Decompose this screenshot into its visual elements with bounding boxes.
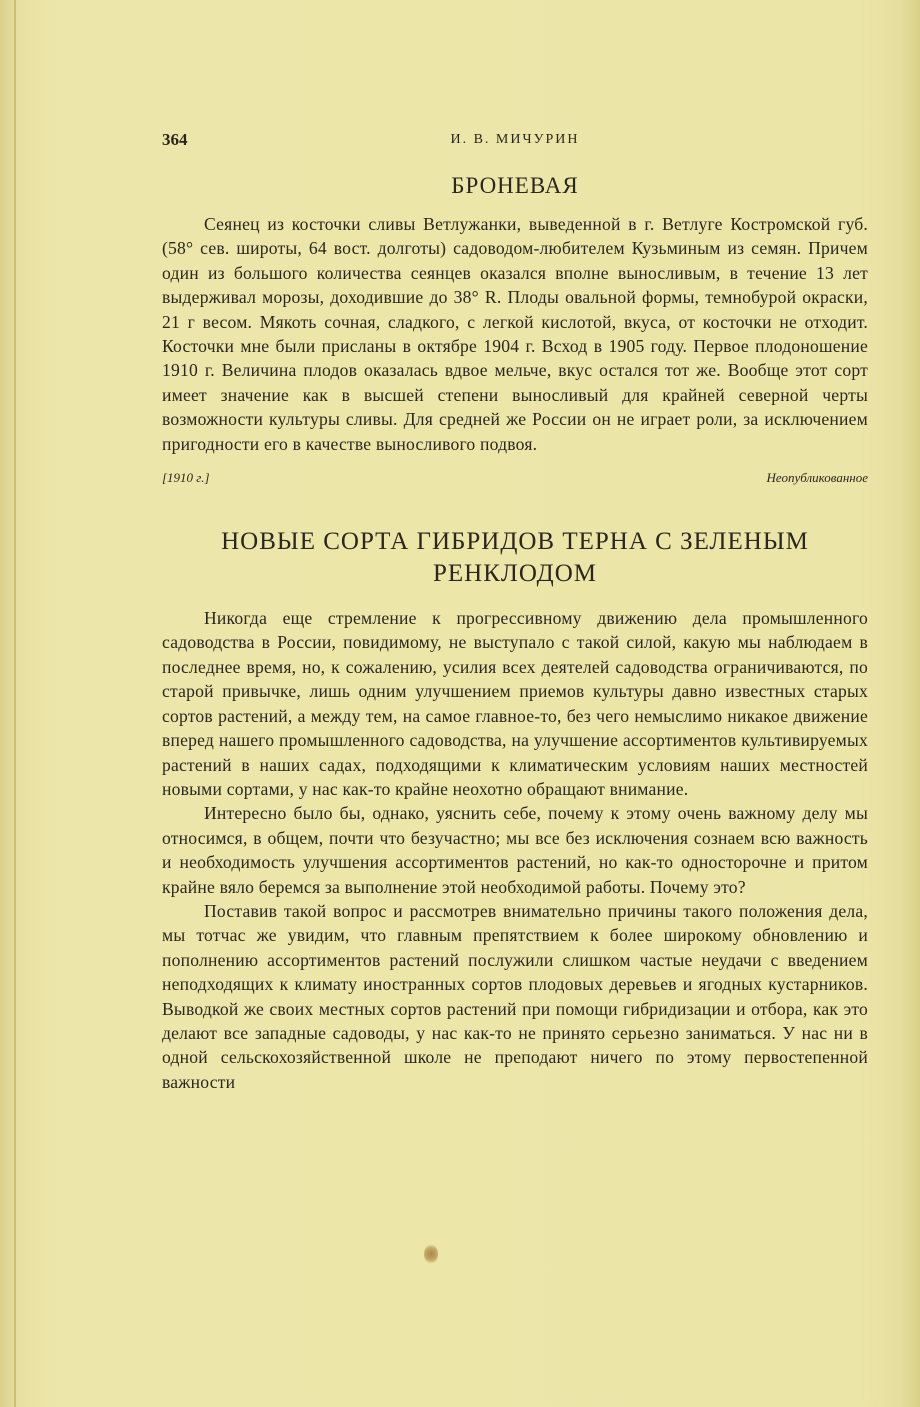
article1-signature <box>162 470 868 486</box>
page-number: 364 <box>162 130 188 149</box>
running-head-author: И. В. МИЧУРИН <box>450 132 580 147</box>
ink-smudge <box>424 1244 438 1264</box>
article1-paragraph: Сеянец из косточки сливы Ветлужанки, выведенной в г. Ветлуге Костромской губ. (58° сев. широты, 64 вост. долготы) садоводом-любителем Кузьминым из семян. Причем один из большого количества сеянцев оказался вполне выносливым, в течение 13 лет выдерживал морозы, доходившие до 38° R. Плоды овальной формы, темнобурой окраски, 21 г весом. Мякоть сочная, сладкого, с легкой кислотой, вкуса, от косточки не отходит. Косточки мне были присланы в октябре 1904 г. Всход в 1905 году. Первое плодоношение 1910 г. Величина плодов оказалась вдвое мельче, вкус остался тот же. Вообще этот сорт имеет значение как в высшей степени выносливый для крайней северной черты возможности культуры сливы. Для средней же России он не играет роли, за исключением пригодности его в качестве выносливого подвоя. <box>162 214 868 454</box>
article2-paragraph: Поставив такой вопрос и рассмотрев внимательно причины такого положения дела, мы тотчас же увидим, что главным препятствием к более широкому обновлению и пополнению ассортиментов растений послужили слишком частые неудачи с введением неподходящих к климату иностранных сортов плодовых деревьев и ягодных кустарников. Выводкой же своих местных сортов растений при помощи гибридизации и отбора, как это делают все западные садоводы, у нас как-то не принято серьезно заниматься. У нас ни в одной сельскохозяйственной школе не преподают ничего по этому первостепенной важности <box>162 900 868 1092</box>
article1-status: Неопубликованное <box>766 470 868 486</box>
article2-title: НОВЫЕ СОРТА ГИБРИДОВ ТЕРНА С ЗЕЛЕНЫМ РЕНКЛОДОМ <box>221 528 809 588</box>
article2-paragraph: Интересно было бы, однако, уяснить себе, почему к этому очень важному делу мы относимся, в общем, почти что безучастно; мы все без исключения сознаем всю важность и необходимость улучшения ассортиментов растений, но как-то односторочне и притом крайне вяло беремся за выполнение этой необходимой работы. Почему это? <box>162 803 868 897</box>
running-head <box>162 124 868 158</box>
page-edge-line <box>14 0 16 1407</box>
article2-paragraph: Никогда еще стремление к прогрессивному движению дела промышленного садоводства в России, повидимому, не выступало с такой силой, какую мы наблюдаем в последнее время, но, к сожалению, усилия всех деятелей садоводства ограничиваются, по старой привычке, лишь одним улучшением приемов культуры давно известных старых сортов растений, а между тем, на самое главное-то, без чего немыслимо никакое движение вперед нашего промышленного садоводства, на улучшение ассортиментов культивируемых растений в наших садах, подходящими к климатическим условиям наших местностей новыми сортами, у нас как-то крайне неохотно обращают внимание. <box>162 608 868 799</box>
text-block <box>162 124 868 1094</box>
article1-date: [1910 г.] <box>162 470 210 486</box>
article1-title: БРОНЕВАЯ <box>451 173 579 198</box>
